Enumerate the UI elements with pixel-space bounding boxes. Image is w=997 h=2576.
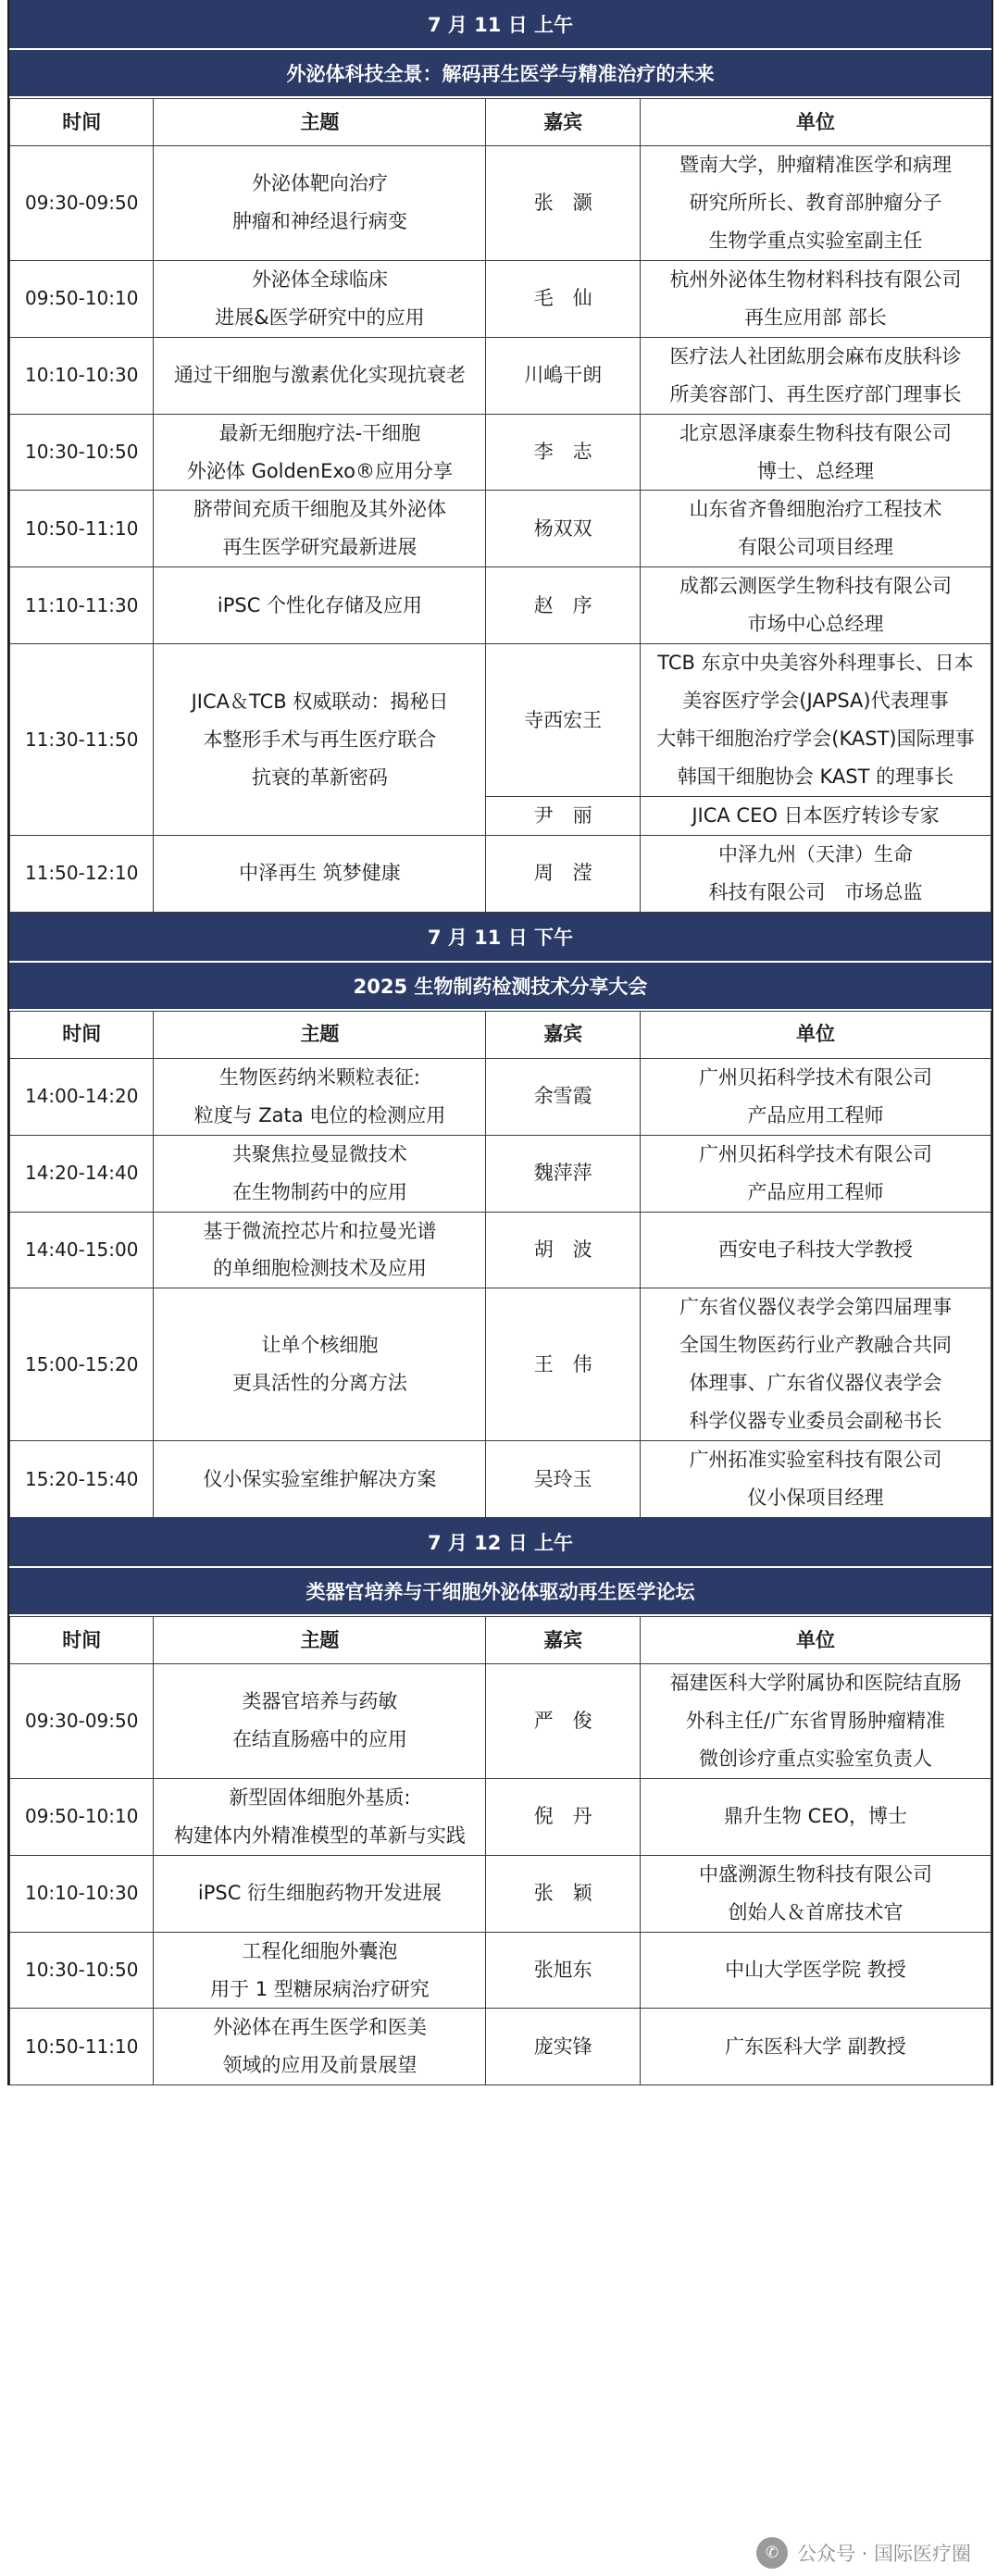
table-row <box>10 644 991 797</box>
org-line: 韩国干细胞协会 KAST 的理事长 <box>677 765 954 788</box>
org-cell <box>640 1664 991 1779</box>
time-cell: 10:10-10:30 <box>10 1855 154 1932</box>
table-row <box>10 1135 991 1212</box>
table-row <box>10 1778 991 1855</box>
org-line: 科学仪器专业委员会副秘书长 <box>689 1410 942 1433</box>
speaker-cell: 张 灏 <box>486 146 640 261</box>
watermark-text: 公众号 · 国际医疗圈 <box>796 2543 971 2565</box>
agenda-table <box>9 1011 991 1518</box>
topic-line: 外泌体靶向治疗 <box>251 172 388 195</box>
column-header-org: 单位 <box>640 1617 991 1664</box>
org-line: 广州贝拓科学技术有限公司 <box>698 1065 932 1089</box>
topic-cell <box>154 1212 486 1288</box>
column-header-org: 单位 <box>640 1011 991 1058</box>
time-cell: 10:30-10:50 <box>10 1932 154 2009</box>
header-row <box>10 99 991 146</box>
topic-line: JICA＆TCB 权威联动：揭秘日 <box>191 690 449 713</box>
topic-line: 在结直肠癌中的应用 <box>231 1728 407 1751</box>
topic-line: 生物医药纳米颗粒表征: <box>218 1065 420 1089</box>
org-line: TCB 东京中央美容外科理事长、日本 <box>657 652 974 675</box>
org-cell <box>640 1288 991 1441</box>
session-title: 类器官培养与干细胞外泌体驱动再生医学论坛 <box>9 1568 991 1616</box>
org-line: 产品应用工程师 <box>747 1103 884 1126</box>
time-cell: 10:50-11:10 <box>10 2009 154 2085</box>
topic-cell <box>154 1855 486 1932</box>
time-cell: 10:30-10:50 <box>10 414 154 491</box>
column-header-topic: 主题 <box>154 99 486 146</box>
org-cell <box>640 146 991 261</box>
org-cell <box>640 337 991 414</box>
org-line: 博士、总经理 <box>756 459 874 482</box>
speaker-cell: 倪 丹 <box>486 1778 640 1855</box>
day-header: 7 月 11 日 下午 <box>9 913 991 963</box>
topic-line: 共聚焦拉曼显微技术 <box>231 1142 407 1165</box>
org-line: 杭州外泌体生物材料科技有限公司 <box>669 268 962 291</box>
speaker-cell: 毛 仙 <box>486 260 640 337</box>
org-line: 有限公司项目经理 <box>737 536 893 559</box>
org-line: 全国生物医药行业产教融合共同 <box>679 1334 952 1357</box>
topic-line: iPSC 个性化存储及应用 <box>217 593 423 616</box>
speaker-cell: 张旭东 <box>486 1932 640 2009</box>
topic-cell <box>154 1441 486 1518</box>
day-header: 7 月 11 日 上午 <box>9 0 991 50</box>
speaker-cell: 吴玲玉 <box>486 1441 640 1518</box>
topic-cell <box>154 1058 486 1135</box>
topic-line: 在生物制药中的应用 <box>231 1180 407 1203</box>
org-line: 再生应用部 部长 <box>744 305 887 329</box>
speaker-cell: 庞实锋 <box>486 2009 640 2085</box>
topic-cell <box>154 491 486 567</box>
org-cell <box>640 1135 991 1212</box>
header-row <box>10 1011 991 1058</box>
topic-line: iPSC 衍生细胞药物开发进展 <box>197 1882 442 1905</box>
speaker-cell: 胡 波 <box>486 1212 640 1288</box>
topic-cell <box>154 337 486 414</box>
time-cell: 11:30-11:50 <box>10 644 154 836</box>
org-cell <box>640 835 991 912</box>
org-line: 西安电子科技大学教授 <box>717 1238 913 1261</box>
speaker-cell: 川嶋干朗 <box>486 337 640 414</box>
column-header-time: 时间 <box>10 1011 154 1058</box>
topic-line: 类器官培养与药敏 <box>242 1690 398 1713</box>
org-line: 中盛溯源生物科技有限公司 <box>698 1862 932 1885</box>
speaker-cell: 王 伟 <box>486 1288 640 1441</box>
org-line: 研究所所长、教育部肿瘤分子 <box>689 191 942 214</box>
speaker-cell: 魏萍萍 <box>486 1135 640 1212</box>
speaker-cell: 张 颖 <box>486 1855 640 1932</box>
topic-line: 更具活性的分离方法 <box>231 1372 407 1395</box>
table-row <box>10 835 991 912</box>
topic-cell <box>154 2009 486 2085</box>
org-line: 广东省仪器仪表学会第四届理事 <box>679 1296 952 1319</box>
time-cell: 11:10-11:30 <box>10 567 154 644</box>
speaker-cell: 余雪霞 <box>486 1058 640 1135</box>
topic-line: 工程化细胞外囊泡 <box>242 1939 398 1962</box>
org-line: 中泽九州（天津）生命 <box>717 842 913 865</box>
topic-line: 本整形手术与再生医疗联合 <box>203 728 437 751</box>
org-cell <box>640 1058 991 1135</box>
topic-line: 肿瘤和神经退行病变 <box>231 210 407 233</box>
time-cell: 15:00-15:20 <box>10 1288 154 1441</box>
speaker-cell: 严 俊 <box>486 1664 640 1779</box>
table-row <box>10 1288 991 1441</box>
agenda-table <box>9 98 991 913</box>
topic-cell <box>154 146 486 261</box>
topic-line: 外泌体全球临床 <box>251 268 388 291</box>
topic-line: 中泽再生 筑梦健康 <box>239 862 401 885</box>
wechat-icon: ✆ <box>756 2537 788 2569</box>
org-line: 产品应用工程师 <box>747 1180 884 1203</box>
table-row <box>10 1058 991 1135</box>
topic-cell <box>154 1932 486 2009</box>
org-cell <box>640 1932 991 2009</box>
org-cell <box>640 260 991 337</box>
speaker-cell: 寺西宏王 <box>486 644 640 797</box>
topic-line: 用于 1 型糖尿病治疗研究 <box>210 1977 430 2000</box>
org-line: 医疗法人社团紘朋会麻布皮肤科诊 <box>669 344 962 367</box>
org-line: 仪小保项目经理 <box>747 1487 884 1510</box>
topic-line: 再生医学研究最新进展 <box>222 536 417 559</box>
org-cell <box>640 2009 991 2085</box>
org-line: 所美容部门、再生医疗部门理事长 <box>669 382 962 405</box>
org-line: 创始人＆首席技术官 <box>728 1900 904 1923</box>
column-header-speaker: 嘉宾 <box>486 99 640 146</box>
column-header-topic: 主题 <box>154 1011 486 1058</box>
time-cell: 14:00-14:20 <box>10 1058 154 1135</box>
topic-line: 领域的应用及前景展望 <box>222 2054 417 2077</box>
table-row <box>10 146 991 261</box>
table-row <box>10 1664 991 1779</box>
topic-cell <box>154 1135 486 1212</box>
time-cell: 09:30-09:50 <box>10 146 154 261</box>
org-cell <box>640 796 991 835</box>
time-cell: 14:40-15:00 <box>10 1212 154 1288</box>
org-cell <box>640 1855 991 1932</box>
org-line: 福建医科大学附属协和医院结直肠 <box>669 1672 962 1694</box>
topic-line: 基于微流控芯片和拉曼光谱 <box>203 1219 437 1242</box>
table-row <box>10 1212 991 1288</box>
agenda-table <box>9 1616 991 2085</box>
org-line: 外科主任/广东省胃肠肿瘤精准 <box>685 1709 945 1732</box>
topic-cell <box>154 644 486 836</box>
org-cell <box>640 567 991 644</box>
topic-line: 外泌体 GoldenExo®应用分享 <box>186 459 453 482</box>
topic-cell <box>154 1778 486 1855</box>
table-row <box>10 260 991 337</box>
org-line: 体理事、广东省仪器仪表学会 <box>689 1372 942 1395</box>
column-header-speaker: 嘉宾 <box>486 1617 640 1664</box>
speaker-cell: 李 志 <box>486 414 640 491</box>
column-header-org: 单位 <box>640 99 991 146</box>
speaker-cell: 杨双双 <box>486 491 640 567</box>
table-row <box>10 337 991 414</box>
session-title: 外泌体科技全景：解码再生医学与精准治疗的未来 <box>9 50 991 98</box>
column-header-topic: 主题 <box>154 1617 486 1664</box>
time-cell: 15:20-15:40 <box>10 1441 154 1518</box>
topic-line: 构建体内外精准模型的革新与实践 <box>173 1823 466 1847</box>
topic-cell <box>154 414 486 491</box>
table-row <box>10 1932 991 2009</box>
time-cell: 09:50-10:10 <box>10 260 154 337</box>
org-cell <box>640 644 991 797</box>
time-cell: 11:50-12:10 <box>10 835 154 912</box>
time-cell: 10:10-10:30 <box>10 337 154 414</box>
org-cell <box>640 1212 991 1288</box>
time-cell: 09:30-09:50 <box>10 1664 154 1779</box>
org-cell <box>640 1441 991 1518</box>
agenda-sheet <box>7 0 993 2085</box>
org-line: 生物学重点实验室副主任 <box>708 229 923 252</box>
org-line: 市场中心总经理 <box>747 613 884 636</box>
watermark <box>749 2533 978 2572</box>
topic-line: 的单细胞检测技术及应用 <box>212 1257 427 1280</box>
org-line: 成都云测医学生物科技有限公司 <box>679 575 952 598</box>
topic-line: 最新无细胞疗法-干细胞 <box>218 421 421 444</box>
org-line: 广州拓准实验室科技有限公司 <box>689 1449 942 1472</box>
org-line: 大韩干细胞治疗学会(KAST)国际理事 <box>656 728 975 751</box>
org-line: JICA CEO 日本医疗转诊专家 <box>692 803 940 827</box>
column-header-speaker: 嘉宾 <box>486 1011 640 1058</box>
topic-line: 粒度与 Zata 电位的检测应用 <box>193 1103 446 1126</box>
org-cell <box>640 491 991 567</box>
org-line: 微创诊疗重点实验室负责人 <box>698 1747 932 1770</box>
table-row <box>10 491 991 567</box>
speaker-cell: 赵 序 <box>486 567 640 644</box>
topic-line: 抗衰的革新密码 <box>251 765 388 789</box>
topic-line: 通过干细胞与激素优化实现抗衰老 <box>173 364 466 387</box>
time-cell: 10:50-11:10 <box>10 491 154 567</box>
column-header-time: 时间 <box>10 1617 154 1664</box>
table-row <box>10 414 991 491</box>
topic-line: 新型固体细胞外基质: <box>229 1786 411 1809</box>
topic-cell <box>154 567 486 644</box>
topic-cell <box>154 835 486 912</box>
org-line: 鼎升生物 CEO，博士 <box>723 1805 908 1828</box>
topic-cell <box>154 1288 486 1441</box>
org-cell <box>640 1778 991 1855</box>
org-line: 美容医疗学会(JAPSA)代表理事 <box>682 690 949 713</box>
org-line: 广东医科大学 副教授 <box>725 2035 906 2058</box>
org-line: 北京恩泽康泰生物科技有限公司 <box>679 421 952 444</box>
org-line: 暨南大学，肿瘤精准医学和病理 <box>679 154 952 176</box>
time-cell: 09:50-10:10 <box>10 1778 154 1855</box>
header-row <box>10 1617 991 1664</box>
table-row <box>10 1441 991 1518</box>
org-cell <box>640 414 991 491</box>
column-header-time: 时间 <box>10 99 154 146</box>
day-header: 7 月 12 日 上午 <box>9 1518 991 1568</box>
topic-line: 让单个核细胞 <box>261 1334 379 1357</box>
table-row <box>10 567 991 644</box>
table-row <box>10 1855 991 1932</box>
topic-line: 外泌体在再生医学和医美 <box>212 2016 427 2039</box>
topic-line: 仪小保实验室维护解决方案 <box>203 1467 437 1490</box>
topic-line: 进展&医学研究中的应用 <box>215 305 425 329</box>
org-line: 中山大学医学院 教授 <box>725 1959 906 1982</box>
topic-cell <box>154 260 486 337</box>
speaker-cell: 周 滢 <box>486 835 640 912</box>
org-line: 山东省齐鲁细胞治疗工程技术 <box>689 498 942 521</box>
speaker-cell: 尹 丽 <box>486 796 640 835</box>
org-line: 广州贝拓科学技术有限公司 <box>698 1142 932 1165</box>
time-cell: 14:20-14:40 <box>10 1135 154 1212</box>
topic-cell <box>154 1664 486 1779</box>
topic-line: 脐带间充质干细胞及其外泌体 <box>193 498 446 521</box>
session-title: 2025 生物制药检测技术分享大会 <box>9 963 991 1011</box>
org-line: 科技有限公司 市场总监 <box>708 880 923 903</box>
table-row <box>10 2009 991 2085</box>
